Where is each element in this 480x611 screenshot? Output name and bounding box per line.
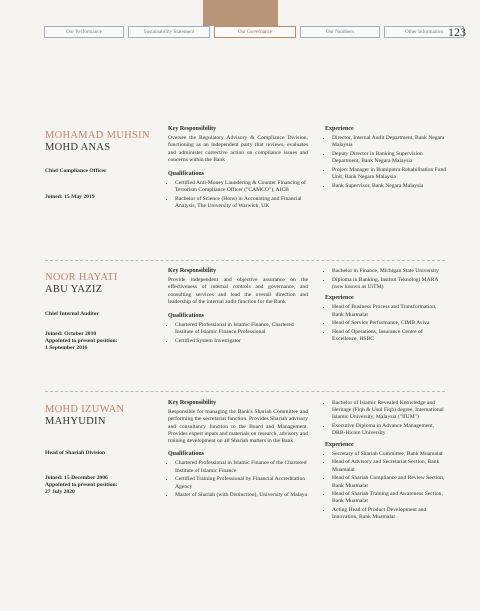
profile-name-first: NOOR HAYATI <box>45 272 118 283</box>
profile-name-last: ABU YAZIZ <box>45 284 103 295</box>
list-item: • Project Manager in Bumiputra Rehabilitation Fund Unit, Bank Negara Malaysia <box>332 167 447 181</box>
profile-joined: Joined: 15 December 2006 <box>45 475 108 481</box>
experience-heading: Experience <box>325 126 354 132</box>
page-number: 123 <box>448 25 466 39</box>
key-responsibility-text: Oversee the Regulatory Advisory & Compliance Division, functioning as an independent party that reviews, evaluates and administer corrective action on compliance issues and concerns within the Bank <box>168 135 308 163</box>
list-item: • Head of Business Process and Transformation, Bank Muamalat <box>332 304 447 318</box>
education-list <box>325 400 447 438</box>
list-item: • Bank Supervisor, Bank Negara Malaysia <box>332 183 447 190</box>
key-responsibility-text: Provide independent and objective assurance on the effectiveness of internal controls and governance, and consulting services and lead the overall direction and leadership of the internal audit function for the Bank <box>168 277 308 305</box>
list-item: • Bachelor of Islamic Revealed Knowledge and Heritage (Fiqh & Usul Fiqh) degree, International Islamic University, Malaysia ("IIUM") <box>332 400 447 422</box>
qualifications-list <box>168 322 308 345</box>
profile-role: Chief Internal Auditor <box>45 311 100 317</box>
tab-sustainability-statement[interactable]: Sustainability Statement <box>128 26 210 38</box>
list-item: • Deputy Director in Banking Supervision Department, Bank Negara Malaysia <box>332 151 447 165</box>
key-responsibility-column <box>168 268 308 349</box>
education-list <box>325 268 447 291</box>
profile-appointed-label: Appointed to present position: <box>45 482 118 488</box>
experience-list <box>325 304 447 343</box>
profile-name-last: MAHYUDIN <box>45 416 106 427</box>
key-responsibility-heading: Key Responsibility <box>168 126 217 132</box>
list-item: • Acting Head of Product Development and Innovation, Bank Muamalat <box>332 507 447 521</box>
profile-name-first: MOHD IZUWAN <box>45 404 125 415</box>
profile-joined: Joined: 15 May 2019 <box>45 194 95 200</box>
key-responsibility-column <box>168 400 308 503</box>
tab-our-numbers[interactable]: Our Numbers <box>300 26 380 38</box>
experience-heading: Experience <box>325 295 354 302</box>
list-item: • Chartered Professional in Islamic Finance, Chartered Institute of Islamic Finance Professional <box>175 322 308 336</box>
list-item: • Director, Internal Audit Department, Bank Negara Malaysia <box>332 135 447 149</box>
education-experience-column <box>325 268 447 347</box>
list-item: • Chartered Professional in Islamic Finance of the Chartered Institute of Islamic Finance <box>175 460 308 474</box>
list-item: • Master of Shariah (with Distinction), University of Malaya <box>175 492 308 499</box>
profile-joined: Joined: October 2010 <box>45 331 97 337</box>
list-item: • Certified Anti-Money Laundering & Counter Financing of Terrorism Compliance Officer ("CAMCO"), AICB <box>175 180 308 194</box>
list-item: • Certified Training Professional by Financial Accreditation Agency <box>175 476 308 490</box>
list-item: • Bachelor of Science (Hons) in Accounting and Financial Analysis, The University of Warwick, UK <box>175 196 308 210</box>
list-item: • Secretary of Shariah Committee, Bank Muamalat <box>332 451 447 458</box>
experience-list <box>325 451 447 522</box>
experience-heading: Experience <box>325 441 354 448</box>
profile-name-last: MOHD ANAS <box>45 142 111 153</box>
list-item: • Diploma in Banking, Institut Teknologi MARA (now known as UiTM) <box>332 277 447 291</box>
section-divider <box>45 260 445 261</box>
qualifications-heading: Qualifications <box>168 451 205 458</box>
tab-our-governance[interactable]: Our Governance <box>214 26 296 38</box>
qualifications-list <box>168 180 308 210</box>
profile-name-first: MOHAMAD MUHSIN <box>45 130 150 141</box>
key-responsibility-text: Responsible for managing the Bank's Shariah Committee and performing the secretariat function. Provides Shariah advisory and consultancy function to the Board and Management. Provides expert inputs and materials on research, advisory and training development on all Shariah matters in the Bank <box>168 409 308 445</box>
experience-list <box>325 135 447 190</box>
list-item: • Head of Operations, Insurance Centre of Excellence, HSBC <box>332 329 447 343</box>
profile-appointed-date: 1 September 2016 <box>45 345 88 351</box>
section-nav <box>44 26 464 40</box>
qualifications-heading: Qualifications <box>168 313 205 320</box>
header-accent-block <box>203 0 278 26</box>
key-responsibility-heading: Key Responsibility <box>168 400 217 406</box>
list-item: • Bachelor in Finance, Michigan State University <box>332 268 447 275</box>
qualifications-list <box>168 460 308 499</box>
list-item: • Head of Shariah Training and Awareness Section, Bank Muamalat <box>332 491 447 505</box>
key-responsibility-heading: Key Responsibility <box>168 268 217 274</box>
education-experience-column <box>325 400 447 526</box>
profile-appointed-date: 27 July 2020 <box>45 489 75 495</box>
experience-column <box>325 126 447 194</box>
list-item: • Head of Advisory and Secretariat Section, Bank Muamalat <box>332 459 447 473</box>
list-item: • Head of Service Performance, CIMB Aviva <box>332 320 447 327</box>
list-item: • Certified System Investigator <box>175 338 308 345</box>
list-item: • Head of Shariah Compliance and Review Section, Bank Muamalat <box>332 475 447 489</box>
qualifications-heading: Qualifications <box>168 171 205 178</box>
tab-other-information[interactable]: Other Information <box>384 26 464 38</box>
profile-appointed-label: Appointed to present position: <box>45 338 118 344</box>
section-divider <box>45 391 445 392</box>
profile-role: Head of Shariah Division <box>45 450 106 456</box>
list-item: • Executive Diploma in Advance Management, DRB-Hicom University <box>332 423 447 437</box>
key-responsibility-column <box>168 126 308 215</box>
tab-our-performance[interactable]: Our Performance <box>44 26 124 38</box>
profile-role: Chief Compliance Officer <box>45 168 107 174</box>
